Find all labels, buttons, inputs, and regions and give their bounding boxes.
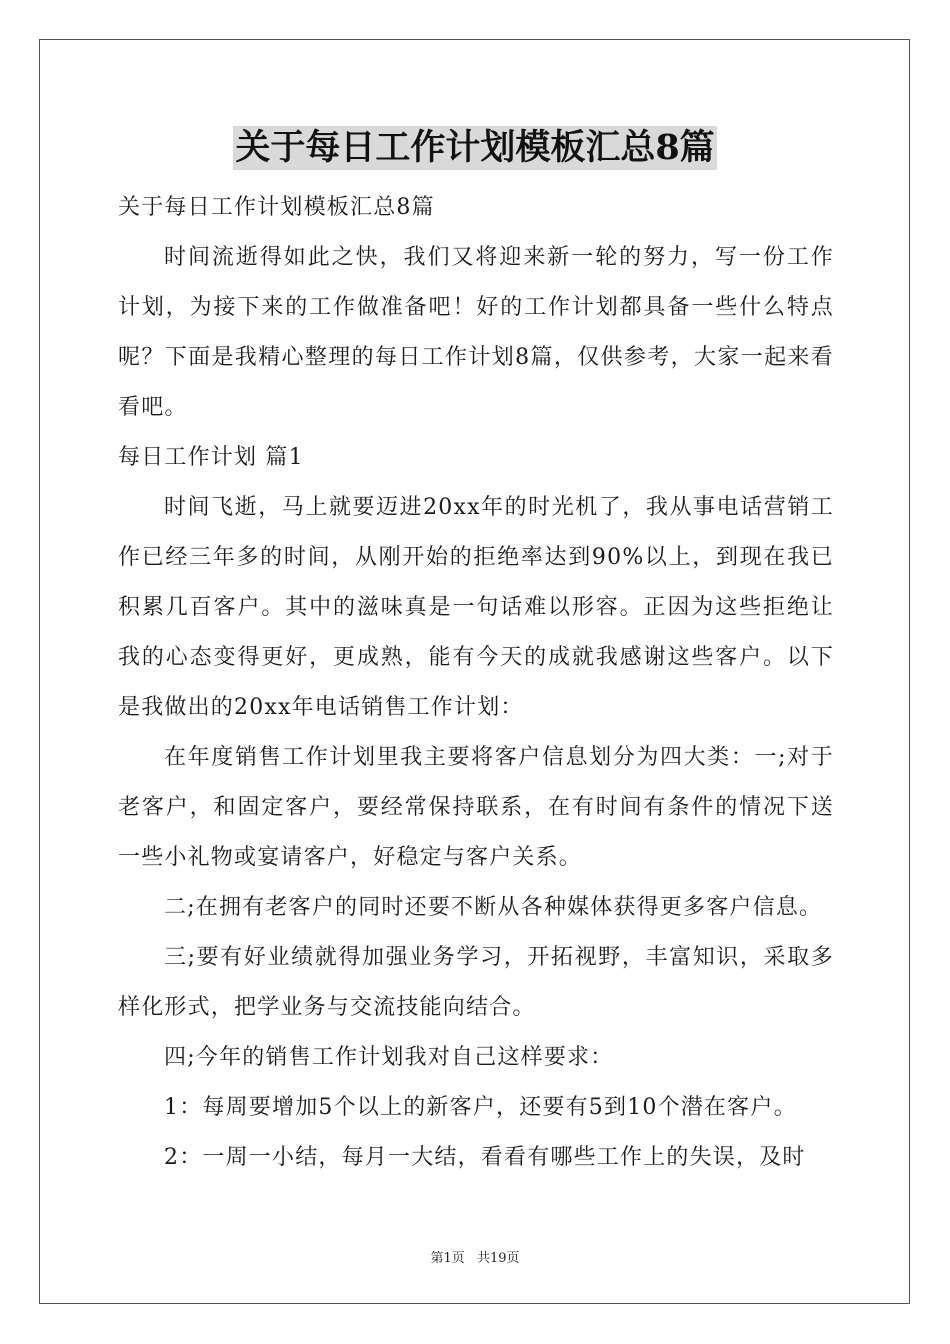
body-paragraph: 时间飞逝，马上就要迈进20xx年的时光机了，我从事电话营销工作已经三年多的时间，从刚开始的拒绝率达到90%以上，到现在我已积累几百客户。其中的滋味真是一句话难以形容。正因为这些拒绝让我的心态变得更好，更成熟，能有今天的成就我感谢这些客户。以下是我做出的20xx年电话销售工作计划： [118, 495, 834, 720]
document-title: 关于每日工作计划模板汇总8篇 [235, 127, 715, 168]
page-number: 第1页 [430, 1251, 465, 1266]
page-footer [0, 1247, 950, 1266]
body-paragraph: 二;在拥有老客户的同时还要不断从各种媒体获得更多客户信息。 [164, 895, 823, 920]
body-paragraph: 三;要有好业绩就得加强业务学习，开拓视野，丰富知识，采取多样化形式，把学业务与交流技能向结合。 [118, 945, 834, 1020]
body-paragraph: 四;今年的销售工作计划我对自己这样要求： [164, 1045, 614, 1070]
body-paragraph: 在年度销售工作计划里我主要将客户信息划分为四大类：一;对于老客户，和固定客户，要经常保持联系，在有时间有条件的情况下送一些小礼物或宴请客户，好稳定与客户关系。 [118, 745, 834, 870]
document-body [118, 183, 834, 1183]
subtitle-line: 关于每日工作计划模板汇总8篇 [118, 195, 435, 220]
title-container [0, 126, 950, 170]
list-item: 2：一周一小结，每月一大结，看看有哪些工作上的失误，及时 [164, 1145, 806, 1170]
section-heading: 每日工作计划 篇1 [118, 445, 304, 470]
intro-paragraph: 时间流逝得如此之快，我们又将迎来新一轮的努力，写一份工作计划，为接下来的工作做准备吧！好的工作计划都具备一些什么特点呢？下面是我精心整理的每日工作计划8篇，仅供参考，大家一起来看看吧。 [118, 245, 834, 420]
page-total: 共19页 [476, 1251, 520, 1266]
list-item: 1：每周要增加5个以上的新客户，还要有5到10个潜在客户。 [164, 1095, 797, 1120]
